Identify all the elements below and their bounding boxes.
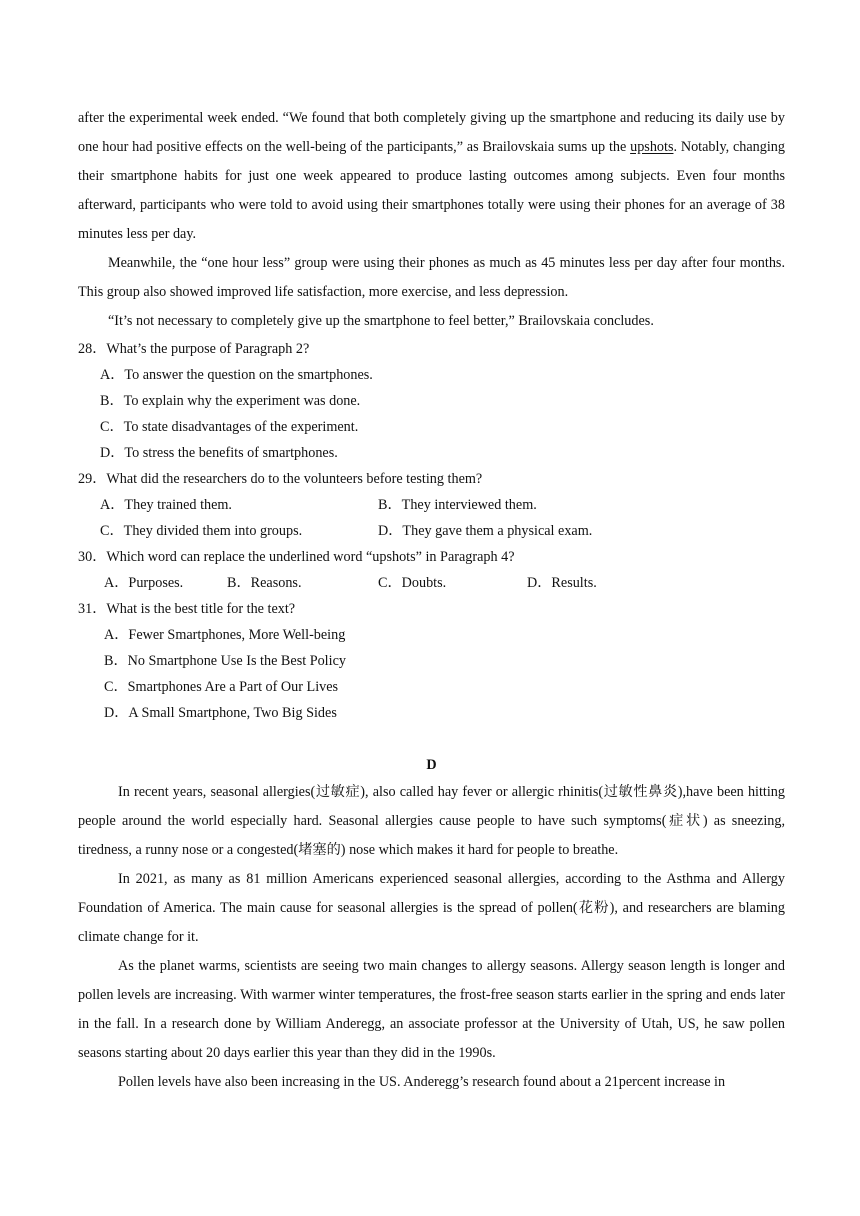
question-29-option-d: D．They gave them a physical exam. bbox=[378, 523, 593, 539]
question-29-option-a: A．They trained them. bbox=[100, 497, 232, 513]
p4-rest: Notably, changing their smartphone habits for just one week appeared to produce lasting outcomes among subjects. Even four months afterward, participants who were told to avoid using their smartphones totally were using their phones for an average of 38 minutes less per day. bbox=[78, 139, 785, 242]
question-30-option-d: D．Results. bbox=[527, 575, 597, 591]
question-29-option-b: B．They interviewed them. bbox=[378, 497, 537, 513]
p4-line-1: after the experimental week ended. “We found that both completely giving up the smartphone and reducing its daily bbox=[78, 110, 744, 126]
question-30-option-b: B．Reasons. bbox=[227, 575, 302, 591]
question-31-stem: 31．What is the best title for the text? bbox=[78, 601, 296, 617]
question-31 bbox=[78, 596, 785, 726]
document-page bbox=[78, 104, 785, 1097]
question-30-option-c: C．Doubts. bbox=[378, 575, 447, 591]
question-29 bbox=[78, 466, 785, 544]
passage-d-paragraph-4: Pollen levels have also been increasing in the US. Anderegg’s research found about a 21percent increase in bbox=[118, 1074, 726, 1090]
passage-d-paragraph-2: In 2021, as many as 81 million Americans experienced seasonal allergies, according to the Asthma and Allergy Foundation of America. The main cause for seasonal allergies is the spread of pollen(花粉), and researchers are blaming climate change for it. bbox=[78, 871, 785, 945]
p4-line-2-before: use by one hour had positive effects on the well-being of the participants,” as Brailovskaia sums up the bbox=[78, 110, 785, 155]
passage-d-paragraph-3: As the planet warms, scientists are seeing two main changes to allergy seasons. Allergy season length is longer and pollen levels are increasing. With warmer winter temperatures, the frost-free season starts earlier in the spring and ends later in the fall. In a research done by William Anderegg, an associate professor at the University of Utah, US, he saw pollen seasons starting about 20 days earlier this year than they did in the 1990s. bbox=[78, 958, 785, 1061]
question-31-option-c: C．Smartphones Are a Part of Our Lives bbox=[104, 679, 339, 695]
passage-c-paragraph-5: Meanwhile, the “one hour less” group were using their phones as much as 45 minutes less per day after four months. This group also showed improved life satisfaction, more exercise, and less depression. bbox=[78, 255, 785, 300]
question-29-options-row-2 bbox=[78, 518, 785, 544]
question-28-option-c: C．To state disadvantages of the experiment. bbox=[100, 419, 359, 435]
question-28-option-a: A．To answer the question on the smartphones. bbox=[100, 367, 373, 383]
question-29-options-row-1 bbox=[78, 492, 785, 518]
p4-line-2-after: . bbox=[673, 139, 678, 155]
question-31-option-d: D．A Small Smartphone, Two Big Sides bbox=[104, 705, 337, 721]
passage-c-paragraph-6: “It’s not necessary to completely give up the smartphone to feel better,” Brailovskaia concludes. bbox=[108, 313, 654, 329]
question-29-option-c: C．They divided them into groups. bbox=[100, 523, 303, 539]
underlined-word-upshots: upshots bbox=[630, 139, 674, 155]
passage-d-paragraph-1: In recent years, seasonal allergies(过敏症), also called hay fever or allergic rhinitis(过敏性鼻炎),have been hitting people around the world especially hard. Seasonal allergies cause people to have such symptoms(症状) as sneezing, tiredness, a runny nose or a congested(堵塞的) nose which makes it hard for people to breathe. bbox=[78, 784, 785, 858]
question-31-option-b: B．No Smartphone Use Is the Best Policy bbox=[104, 653, 346, 669]
question-30 bbox=[78, 544, 785, 596]
question-29-stem: 29．What did the researchers do to the volunteers before testing them? bbox=[78, 471, 483, 487]
question-30-options-row bbox=[78, 570, 785, 596]
question-31-option-a: A．Fewer Smartphones, More Well-being bbox=[104, 627, 346, 643]
question-28 bbox=[78, 336, 785, 466]
question-28-option-b: B．To explain why the experiment was done. bbox=[100, 393, 361, 409]
question-30-option-a: A．Purposes. bbox=[104, 575, 184, 591]
question-28-stem: 28．What’s the purpose of Paragraph 2? bbox=[78, 341, 310, 357]
question-28-option-d: D．To stress the benefits of smartphones. bbox=[100, 445, 338, 461]
passage-c-paragraph-4 bbox=[78, 104, 785, 249]
passage-d-title: D bbox=[426, 757, 437, 773]
question-30-stem: 30．Which word can replace the underlined word “upshots” in Paragraph 4? bbox=[78, 549, 515, 565]
